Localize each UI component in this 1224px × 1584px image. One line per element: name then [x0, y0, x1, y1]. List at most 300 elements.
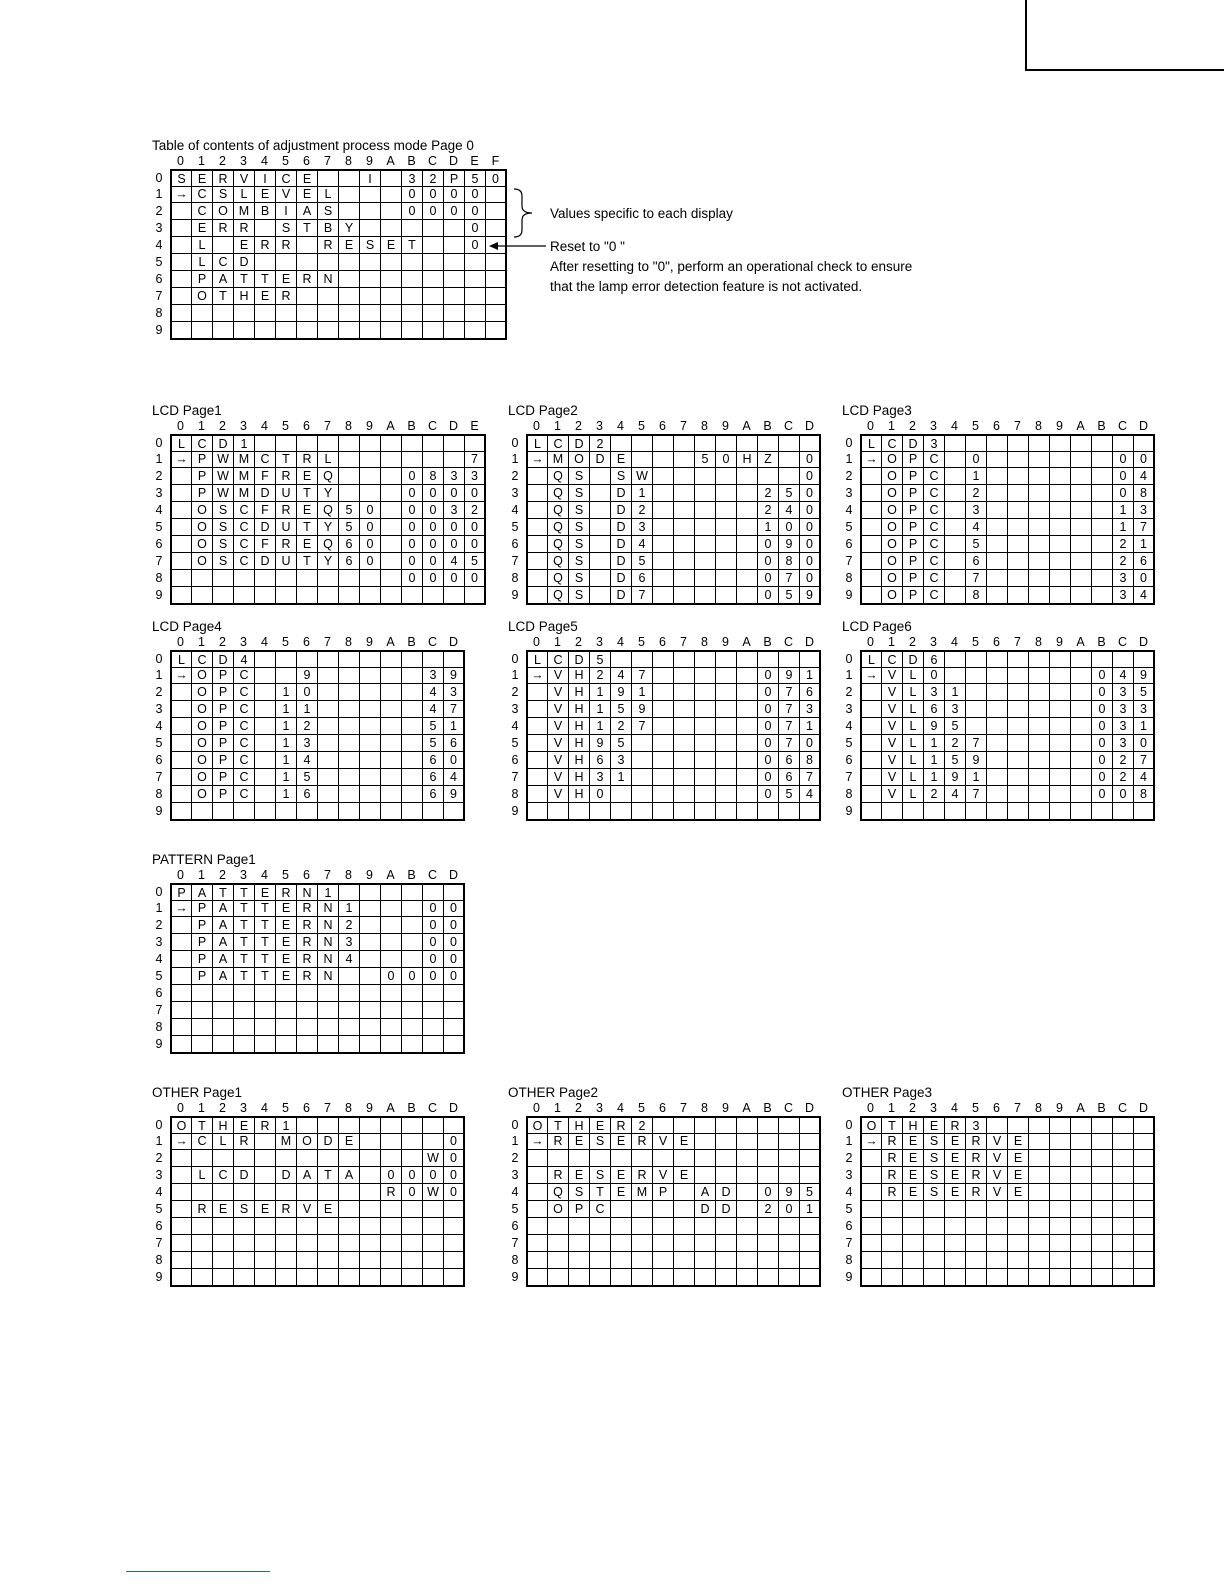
grid-cell: O: [192, 288, 213, 305]
grid-cell: [945, 1201, 966, 1218]
grid-cell: C: [234, 786, 255, 803]
grid-cell: S: [170, 169, 192, 187]
grid-cell: E: [903, 1150, 924, 1167]
row-label: 6: [845, 753, 853, 767]
grid-cell: 1: [966, 769, 987, 786]
grid-cell: [213, 1019, 234, 1036]
grid-cell: [716, 570, 737, 587]
grid-cell: [716, 502, 737, 519]
table-row: [152, 883, 465, 900]
grid-cell: [611, 1150, 632, 1167]
grid-cell: [255, 322, 276, 340]
grid-cell: V: [548, 752, 569, 769]
column-header-row: [508, 419, 821, 434]
grid-cell: [444, 322, 465, 340]
table-row: [152, 468, 486, 485]
grid-cell: [860, 769, 882, 786]
grid-cell: E: [945, 1167, 966, 1184]
grid-cell: P: [192, 951, 213, 968]
grid-cell: C: [924, 570, 945, 587]
grid-cell: O: [192, 502, 213, 519]
grid-cell: [423, 271, 444, 288]
grid-cell: [737, 1133, 758, 1150]
grid-cell: C: [924, 468, 945, 485]
grid-cell: D: [255, 519, 276, 536]
grid-cell: [423, 1002, 444, 1019]
grid-cell: [339, 968, 360, 985]
grid-cell: [339, 1235, 360, 1252]
grid-cell: [590, 1235, 611, 1252]
grid-cell: [1029, 684, 1050, 701]
grid-cell: [339, 485, 360, 502]
grid-cell: 4: [966, 519, 987, 536]
grid-cell: 6: [423, 786, 444, 803]
row-label: 5: [845, 1202, 853, 1216]
grid-cell: [1050, 786, 1071, 803]
grid-cell: R: [192, 1201, 213, 1218]
column-label: 0: [177, 868, 184, 882]
grid-cell: [360, 917, 381, 934]
grid-cell: [170, 968, 192, 985]
grid-cell: [1008, 667, 1029, 684]
grid-cell: [192, 1002, 213, 1019]
grid-cell: [339, 735, 360, 752]
grid-cell: [297, 1019, 318, 1036]
grid-cell: Q: [548, 485, 569, 502]
grid-cell: [987, 451, 1008, 468]
grid-cell: [1092, 570, 1113, 587]
column-label: 5: [282, 419, 289, 433]
grid-cell: [297, 434, 318, 452]
column-header-row: [508, 635, 821, 650]
grid-cell: C: [234, 502, 255, 519]
grid-cell: [213, 322, 234, 340]
table-row: [842, 701, 1155, 718]
column-label: 4: [617, 419, 624, 433]
grid-cell: [1029, 434, 1050, 452]
grid-cell: [402, 288, 423, 305]
grid-cell: S: [611, 468, 632, 485]
table-row: [508, 1269, 821, 1286]
grid-cell: [276, 1252, 297, 1269]
grid-cell: S: [924, 1167, 945, 1184]
grid-cell: [1050, 1116, 1071, 1134]
grid-cell: Q: [548, 519, 569, 536]
grid-cell: D: [234, 1167, 255, 1184]
grid-cell: [170, 684, 192, 701]
grid-cell: [360, 1116, 381, 1134]
grid-cell: 0: [444, 1184, 465, 1201]
grid-cell: 0: [1134, 570, 1155, 587]
grid-cell: [737, 1252, 758, 1269]
table-row: [508, 1133, 821, 1150]
grid-cell: 3: [402, 169, 423, 187]
grid-cell: Q: [318, 502, 339, 519]
grid-cell: 0: [402, 186, 423, 203]
grid-cell: [1092, 536, 1113, 553]
grid-cell: L: [860, 434, 882, 452]
grid-cell: [695, 1150, 716, 1167]
grid-cell: [653, 1218, 674, 1235]
table-row: [508, 434, 821, 451]
table-title: LCD Page2: [508, 403, 578, 418]
grid-cell: [381, 254, 402, 271]
grid-cell: [860, 684, 882, 701]
grid-cell: [569, 1252, 590, 1269]
table-row: [152, 803, 465, 820]
grid-cell: [716, 536, 737, 553]
column-label: B: [763, 1101, 772, 1115]
grid-cell: [402, 803, 423, 821]
grid-cell: [653, 1252, 674, 1269]
grid-cell: C: [234, 701, 255, 718]
grid-cell: [234, 1218, 255, 1235]
row-label: 2: [155, 204, 163, 218]
grid-cell: [1050, 667, 1071, 684]
grid-cell: [276, 1269, 297, 1287]
grid-cell: [526, 1269, 548, 1287]
grid-cell: 4: [444, 769, 465, 786]
column-label: C: [1117, 635, 1128, 649]
grid-cell: D: [611, 570, 632, 587]
grid-cell: [653, 735, 674, 752]
grid-cell: [170, 803, 192, 821]
grid-cell: [339, 186, 360, 203]
grid-cell: [1029, 451, 1050, 468]
grid-cell: [716, 434, 737, 452]
grid-cell: [318, 322, 339, 340]
grid-cell: [276, 305, 297, 322]
column-label: 3: [930, 1101, 937, 1115]
grid-cell: [360, 883, 381, 901]
column-label: 7: [324, 1101, 331, 1115]
grid-cell: C: [234, 667, 255, 684]
grid-cell: 4: [632, 536, 653, 553]
column-header-row: [842, 1101, 1155, 1116]
table-row: [152, 667, 465, 684]
grid-cell: C: [192, 186, 213, 203]
grid-cell: 7: [800, 769, 821, 786]
grid-cell: 7: [632, 667, 653, 684]
grid-cell: [987, 769, 1008, 786]
grid-cell: [737, 803, 758, 821]
grid-cell: [632, 752, 653, 769]
grid-cell: [611, 1252, 632, 1269]
grid-cell: 0: [800, 519, 821, 536]
grid-cell: A: [213, 934, 234, 951]
grid-cell: [1134, 434, 1155, 452]
grid-cell: →: [170, 186, 192, 203]
grid-cell: 3: [1134, 502, 1155, 519]
table-row: [842, 1133, 1155, 1150]
grid-cell: [402, 1235, 423, 1252]
grid-cell: [987, 485, 1008, 502]
grid-cell: [360, 468, 381, 485]
grid-cell: [1050, 536, 1071, 553]
grid-cell: T: [213, 883, 234, 901]
grid-cell: F: [255, 502, 276, 519]
grid-cell: 5: [966, 536, 987, 553]
row-label: 6: [845, 1219, 853, 1233]
grid-cell: D: [213, 434, 234, 452]
table-row: [152, 1019, 465, 1036]
grid-cell: [674, 434, 695, 452]
grid-cell: C: [234, 735, 255, 752]
grid-cell: 1: [945, 684, 966, 701]
grid-cell: [653, 803, 674, 821]
grid-cell: [318, 254, 339, 271]
grid-cell: C: [234, 769, 255, 786]
grid-cell: [360, 1201, 381, 1218]
grid-cell: C: [213, 1167, 234, 1184]
column-label: D: [448, 635, 459, 649]
grid-cell: [674, 803, 695, 821]
column-label: 8: [701, 419, 708, 433]
grid-cell: R: [381, 1184, 402, 1201]
grid-cell: [423, 254, 444, 271]
column-label: 7: [680, 635, 687, 649]
grid-cell: [945, 1269, 966, 1287]
table-row: [508, 1184, 821, 1201]
grid-cell: [255, 718, 276, 735]
grid-cell: [590, 485, 611, 502]
grid-cell: T: [276, 451, 297, 468]
grid-cell: [1029, 502, 1050, 519]
grid-cell: [526, 1252, 548, 1269]
column-label: 2: [575, 635, 582, 649]
grid-cell: [1008, 1218, 1029, 1235]
grid-cell: 3: [1113, 718, 1134, 735]
grid-cell: [444, 1201, 465, 1218]
grid-cell: 0: [423, 519, 444, 536]
column-header-row: [152, 635, 465, 650]
grid-cell: V: [987, 1184, 1008, 1201]
grid-cell: [695, 1116, 716, 1134]
grid-cell: 4: [611, 667, 632, 684]
grid-cell: R: [213, 169, 234, 187]
grid-cell: D: [611, 587, 632, 605]
grid-cell: [339, 701, 360, 718]
row-label: 4: [845, 503, 853, 517]
grid-cell: 0: [402, 519, 423, 536]
column-label: A: [386, 635, 395, 649]
grid-cell: [381, 667, 402, 684]
grid-cell: [234, 1150, 255, 1167]
grid-cell: 0: [423, 485, 444, 502]
row-label: 9: [511, 588, 519, 602]
grid-cell: 7: [966, 570, 987, 587]
grid-cell: [255, 220, 276, 237]
grid-cell: [1071, 485, 1092, 502]
grid-cell: [966, 718, 987, 735]
grid-cell: [1029, 536, 1050, 553]
grid-cell: [987, 434, 1008, 452]
grid-cell: [526, 485, 548, 502]
grid-cell: E: [297, 186, 318, 203]
column-label: 1: [554, 419, 561, 433]
grid-cell: 0: [1134, 451, 1155, 468]
grid-cell: R: [966, 1133, 987, 1150]
grid-cell: [170, 536, 192, 553]
grid-cell: [569, 803, 590, 821]
row-label: 7: [511, 554, 519, 568]
grid-cell: 0: [402, 502, 423, 519]
table-title: OTHER Page1: [152, 1085, 243, 1100]
table-row: [152, 169, 507, 186]
grid-cell: 0: [444, 968, 465, 985]
grid-cell: E: [276, 271, 297, 288]
row-label: 9: [155, 1037, 163, 1051]
grid-cell: [402, 1002, 423, 1019]
row-label: 0: [511, 652, 519, 666]
column-label: 4: [261, 868, 268, 882]
row-label: 8: [511, 571, 519, 585]
grid-cell: [695, 519, 716, 536]
grid-cell: [1050, 519, 1071, 536]
grid-cell: D: [716, 1184, 737, 1201]
grid-cell: [423, 803, 444, 821]
grid-cell: L: [192, 1167, 213, 1184]
table-row: [508, 1116, 821, 1133]
grid-cell: T: [234, 968, 255, 985]
grid-cell: [1050, 1218, 1071, 1235]
grid-cell: [402, 752, 423, 769]
grid-cell: 3: [966, 1116, 987, 1134]
grid-cell: H: [569, 1116, 590, 1134]
grid-cell: O: [882, 468, 903, 485]
grid-cell: [276, 1235, 297, 1252]
row-label: 3: [155, 935, 163, 949]
column-header-row: [842, 635, 1155, 650]
grid-cell: [632, 1235, 653, 1252]
grid-cell: [945, 519, 966, 536]
grid-cell: S: [213, 502, 234, 519]
grid-cell: 0: [444, 536, 465, 553]
grid-cell: [882, 1218, 903, 1235]
table-row: [842, 1252, 1155, 1269]
grid-cell: [381, 485, 402, 502]
grid-cell: [1071, 667, 1092, 684]
column-label: 3: [596, 635, 603, 649]
grid-cell: E: [945, 1133, 966, 1150]
grid-cell: [737, 1235, 758, 1252]
grid-cell: V: [548, 667, 569, 684]
grid-cell: [526, 468, 548, 485]
grid-cell: R: [297, 951, 318, 968]
grid-cell: M: [234, 203, 255, 220]
grid-cell: [695, 434, 716, 452]
grid-cell: E: [611, 1184, 632, 1201]
grid-cell: 0: [1113, 451, 1134, 468]
table-row: [842, 536, 1155, 553]
grid-cell: 6: [1134, 553, 1155, 570]
grid-cell: 2: [611, 718, 632, 735]
table-row: [152, 769, 465, 786]
grid-cell: E: [318, 1201, 339, 1218]
grid-cell: C: [924, 553, 945, 570]
grid-cell: U: [276, 485, 297, 502]
grid-cell: 0: [1092, 667, 1113, 684]
grid-cell: [360, 1184, 381, 1201]
grid-cell: [674, 667, 695, 684]
grid-cell: [569, 1218, 590, 1235]
grid-cell: S: [924, 1184, 945, 1201]
grid-cell: 2: [632, 1116, 653, 1134]
table-row: [842, 1150, 1155, 1167]
grid-cell: 0: [402, 1167, 423, 1184]
row-label: 3: [511, 1168, 519, 1182]
grid-cell: D: [234, 254, 255, 271]
footer-rule: [126, 1571, 270, 1572]
grid-cell: W: [213, 485, 234, 502]
grid-cell: [170, 271, 192, 288]
row-label: 5: [155, 736, 163, 750]
grid-cell: [339, 451, 360, 468]
grid-cell: [1071, 752, 1092, 769]
grid-cell: N: [318, 271, 339, 288]
grid-cell: R: [276, 1201, 297, 1218]
row-label: 0: [845, 1118, 853, 1132]
grid-cell: A: [297, 203, 318, 220]
table-title: OTHER Page3: [842, 1085, 933, 1100]
grid-cell: [170, 985, 192, 1002]
grid-cell: [695, 718, 716, 735]
grid-cell: [276, 1150, 297, 1167]
grid-cell: R: [297, 451, 318, 468]
column-label: A: [742, 419, 751, 433]
grid-cell: 0: [444, 900, 465, 917]
grid-cell: [465, 434, 486, 452]
grid-cell: [276, 570, 297, 587]
row-label: 1: [155, 452, 163, 466]
table-row: [152, 968, 465, 985]
grid-cell: E: [255, 883, 276, 901]
grid-cell: 0: [381, 968, 402, 985]
grid-cell: 1: [800, 718, 821, 735]
row-label: 1: [511, 668, 519, 682]
grid-cell: [402, 1133, 423, 1150]
grid-cell: [1029, 752, 1050, 769]
grid-cell: L: [318, 186, 339, 203]
grid-cell: D: [318, 1133, 339, 1150]
grid-cell: V: [882, 769, 903, 786]
grid-cell: [590, 1269, 611, 1287]
grid-cell: [465, 288, 486, 305]
grid-cell: [695, 735, 716, 752]
table-row: [842, 735, 1155, 752]
row-label: 0: [511, 436, 519, 450]
grid-cell: [611, 1235, 632, 1252]
column-label: 7: [680, 419, 687, 433]
grid-cell: [402, 985, 423, 1002]
grid-cell: [170, 769, 192, 786]
grid-cell: 2: [297, 718, 318, 735]
table-row: [152, 1201, 465, 1218]
grid-cell: 0: [779, 1201, 800, 1218]
grid-cell: [860, 803, 882, 821]
grid-cell: [1134, 1252, 1155, 1269]
column-label: D: [448, 419, 459, 433]
column-label: 5: [638, 419, 645, 433]
grid-cell: 5: [423, 735, 444, 752]
grid-cell: [486, 254, 507, 271]
grid-cell: [192, 570, 213, 587]
grid-cell: 3: [1113, 570, 1134, 587]
grid-cell: C: [924, 587, 945, 605]
grid-cell: 3: [1134, 701, 1155, 718]
grid-cell: [737, 1167, 758, 1184]
grid-cell: [276, 322, 297, 340]
